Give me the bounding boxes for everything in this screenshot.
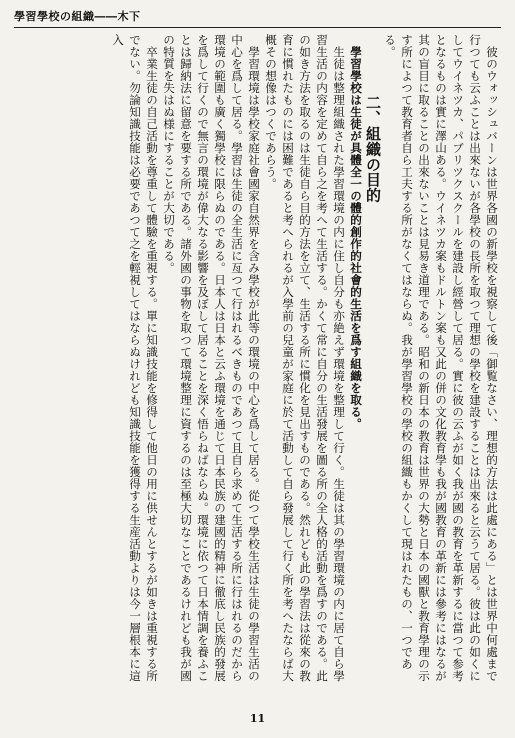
paragraph-2: 生徒は整理組織された學習環境の内に住し自分も亦絶えず環境を整理して行く。生徒は其の學習環境の内に居て自ら學習生活の内容を定めて自ら之を考へて生活する。かくて常に自分の生活發展を圖る所の全人格的活動を爲すのである。此の如き方法を取るのは生徒自ら目的方法を立て、生活する所に慣化を見出すものである。然れども此の學習法は從來の教育に慣れたものには困難であると考へられるが入學前の兒童が家庭に於て活動して自ら發展して行く所を考へたならば大概その想像はつくであらう。 [264,34,346,682]
vertical-text-body [14,34,500,684]
section-title: 二、組織の目的 [364,95,382,203]
page-number: 11 [249,712,266,725]
paragraph-4: 卒業生徒の自己活動を尊重して體驗を重視する。單に知識技能を修得して他日の用に供せんとするが如きは重視する所でない。勿論知識技能は必要であつて之を輕視してはならぬけれども知識技能を獲得する生産活動よりは今一層根本に這入 [111,34,159,682]
paragraph-3: 學習環境は學校家庭社會國家自然界を含み學校が此等の環境の中心を爲して居る。從つて學校生活は生徒の學習生活の中心を爲して居る。學習は生徒の全生活に亙つて行はれるべきものであつて且自ら求めて生活する所に行はれるのだから環境の範圍も廣く獨學校に限らぬのである。日本人は日本と云ふ環境を通じて日本民族の建國的精神に徹底し民族的發展を爲して行くので無言の環境が偉大なる影響を及ぼして居ることを深く悟らねばならぬ。環境に依つて日本情調を養ふことは歸納法に留意を要する所である。諸外國の事物を取つて環境整理に資するのは至極大切なことであるけれども我が國の特質を失はぬ様にすることが大切である。 [162,34,261,682]
paragraph-1: 彼のウォッシュバーンは世界各國の新學校を視察して後「御覧なさい、理想的方法は此處にある」とは世界中何處まで行つても云ふことは出來ないが各學校の長所を取つて理想の學校を建設することは出來ると云うて居る。彼は此の如くにしてウイネツカ、パブリツクスクールを建設し經營して居る。實に彼の云ふが如く我が國の教育を革新するに當つて参考となるものは實に澤山ある。ウイネツカ案もドルトン案も又此の併の文化教育學も我が國教育の革新には參考にはなるが其の盲目に取ることの出來ないことは見易き道理である。昭和の新日本の教育は世界の大勢と日本の國獸と教育學理の示す所によつて教育者自ら工夫する所がなくてはならぬ。我が學習學校の學校の組織もかくして現はれたもの、一つである。 [383,34,499,682]
running-header [14,6,500,26]
running-title: 學習學校の組織――木下 [14,10,141,23]
bold-thesis: 學習學校は生徒が具體全一の體的創作的社會的生活を爲す組織を取る。 [349,45,363,430]
header-rule [14,27,501,28]
